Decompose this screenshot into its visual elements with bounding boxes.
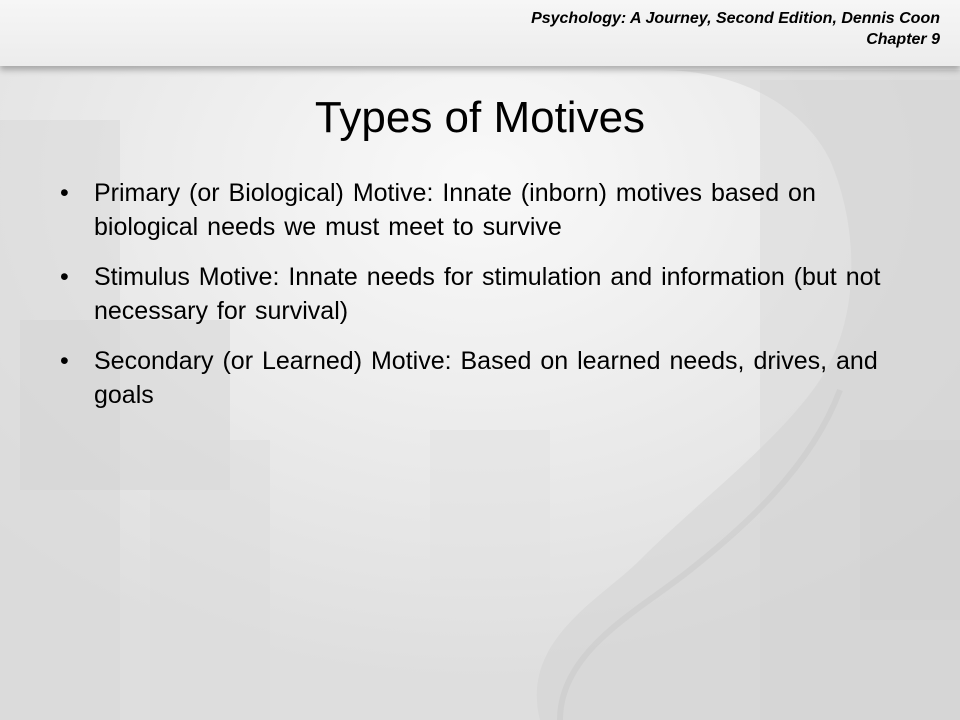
- bullet-item: [60, 176, 920, 244]
- bullet-marker: •: [60, 347, 69, 375]
- bullet-text: Stimulus Motive: Innate needs for stimulation and information (but not necessary for survival): [94, 263, 881, 325]
- bullet-item: [60, 260, 920, 328]
- bullet-marker: •: [60, 179, 69, 207]
- bullet-marker: •: [60, 263, 69, 291]
- bullet-item: [60, 344, 920, 412]
- bullet-text: Secondary (or Learned) Motive: Based on learned needs, drives, and goals: [94, 347, 878, 409]
- book-citation: [531, 8, 940, 50]
- slide-title: Types of Motives: [314, 93, 646, 142]
- bullet-list: [60, 176, 920, 428]
- bullet-text: Primary (or Biological) Motive: Innate (inborn) motives based on biological needs we must meet to survive: [94, 179, 816, 241]
- chapter-label: Chapter 9: [866, 31, 940, 48]
- book-title-line: Psychology: A Journey, Second Edition, Dennis Coon: [531, 10, 940, 27]
